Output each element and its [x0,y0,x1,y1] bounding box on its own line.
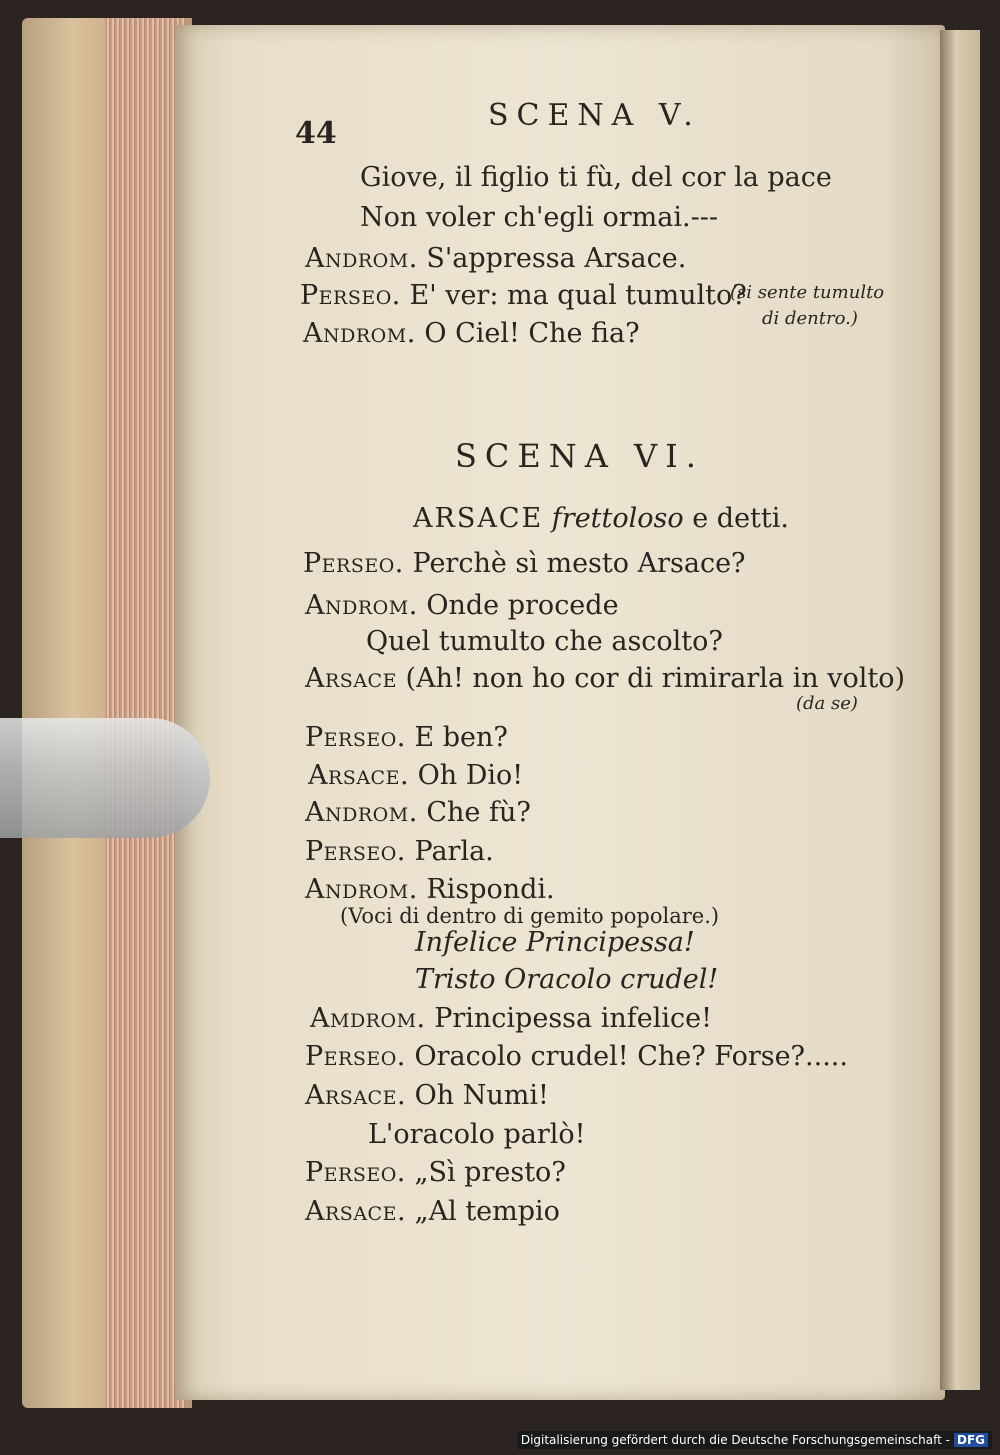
page-number: 44 [295,116,337,151]
dialogue-line [305,722,508,754]
offstage-voice: Tristo Oracolo crudel! [415,964,719,995]
speech: Rispondi. [426,874,555,905]
stage-direction: di dentro.) [762,308,858,329]
speech: Onde procede [426,590,619,621]
dialogue-line [310,1003,712,1035]
speaker: Perseo. [300,280,401,311]
speech: (Ah! non ho cor di rimirarla in volto) [405,663,906,694]
dialogue-line [305,243,686,275]
speaker: Arsace. [308,760,410,791]
footer-text: Digitalisierung gefördert durch die Deutsche Forschungsgemeinschaft - [520,1433,950,1447]
speaker: Amdrom. [310,1003,426,1034]
stage-direction: (Voci di dentro di gemito popolare.) [340,904,720,928]
speaker: Androm. [305,590,418,621]
speech: Quel tumulto che ascolto? [366,626,723,657]
speaker: Androm. [303,318,416,349]
speech: O Ciel! Che fia? [424,318,640,349]
speech: Parla. [414,836,494,867]
speaker: Arsace [305,663,397,694]
speaker: Perseo. [305,1157,406,1188]
speech: Perchè sì mesto Arsace? [412,548,746,579]
speech: Oracolo crudel! Che? Forse?..... [414,1041,848,1072]
stage-direction: (si sente tumulto [730,282,885,303]
speech: L'oracolo parlò! [368,1119,586,1150]
speaker: Androm. [305,874,418,905]
footer [517,1431,992,1449]
speaker: Perseo. [305,836,406,867]
speaker: Androm. [305,797,418,828]
speech: S'appressa Arsace. [426,243,687,274]
speech: Oh Numi! [414,1080,549,1111]
dialogue-line [303,548,746,580]
speech: E' ver: ma qual tumulto? [409,280,747,311]
speaker: Androm. [305,243,418,274]
dialogue-line [368,1119,586,1151]
speaker: Perseo. [305,1041,406,1072]
dfg-logo: DFG [954,1433,988,1447]
speech: Che fù? [426,797,531,828]
page-holder-clip [0,718,210,838]
speech: Principessa infelice! [434,1003,712,1034]
dialogue-line [305,836,494,868]
dialogue-line [303,318,640,350]
dialogue-line [305,797,531,829]
speaker: Arsace. [305,1196,407,1227]
scene-title: SCENA VI. [455,437,704,475]
offstage-voice: Infelice Principessa! [415,927,695,958]
dialogue-line [305,1196,560,1228]
speaker: Arsace. [305,1080,407,1111]
persons-desc: frettoloso [551,503,684,534]
dialogue-line [305,1041,848,1073]
running-head: SCENA V. [488,98,701,133]
stage-direction: (da se) [796,693,858,714]
scene-persons [413,503,789,535]
speech: „Sì presto? [414,1157,566,1188]
speech: Oh Dio! [417,760,524,791]
dialogue-line [366,626,723,658]
verse-line: Non voler ch'egli ormai.--- [360,202,718,233]
verse-line: Giove, il figlio ti fù, del cor la pace [360,162,832,193]
dialogue-line [300,280,747,312]
dialogue-line [305,590,619,622]
persons-rest: e detti. [692,503,789,534]
speaker: Perseo. [305,722,406,753]
dialogue-line [305,1157,566,1189]
dialogue-line [305,1080,549,1112]
speech: „Al tempio [414,1196,560,1227]
speech: E ben? [414,722,508,753]
dialogue-line [308,760,523,792]
speaker: Perseo. [303,548,404,579]
persons-name: ARSACE [413,503,544,534]
